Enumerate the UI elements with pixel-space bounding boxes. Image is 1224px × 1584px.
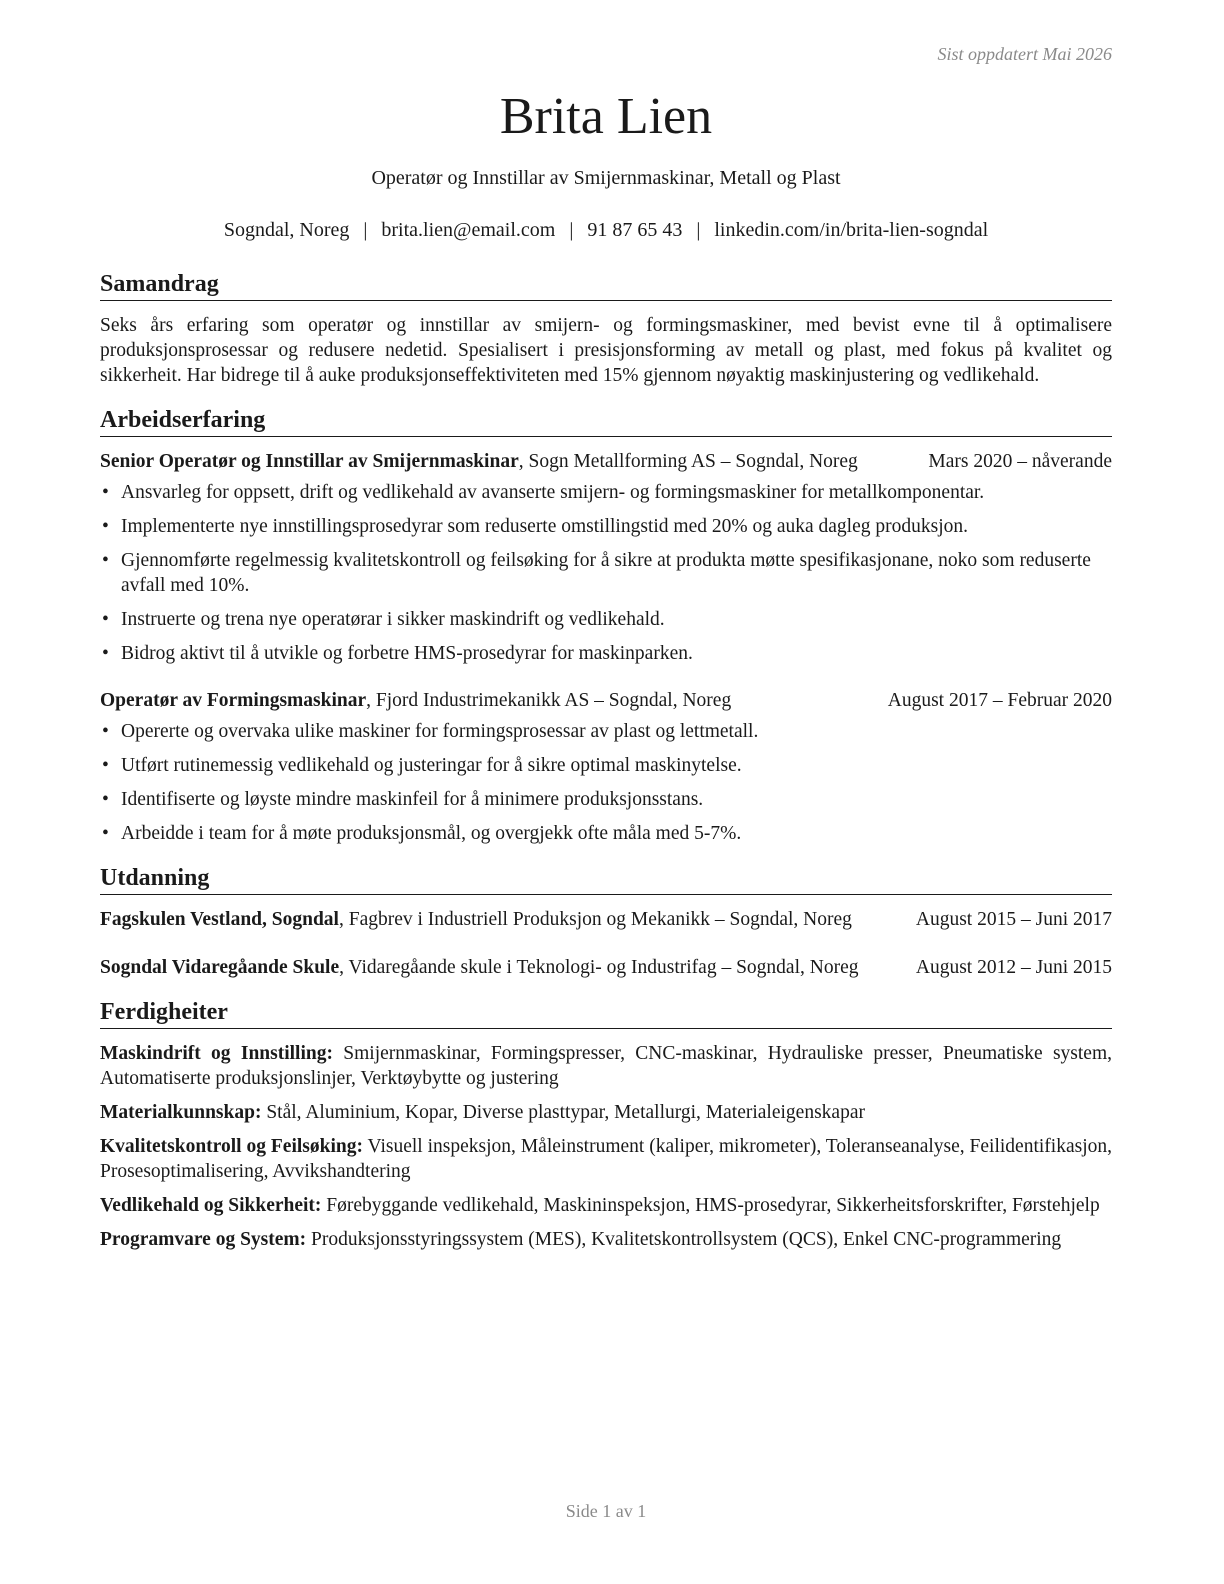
summary-section: [100, 268, 1112, 388]
skill-line: [100, 1227, 1112, 1252]
page-footer: Side 1 av 1: [565, 1501, 647, 1521]
education-school: Sogndal Vidaregåande Skule: [100, 957, 340, 978]
education-entry: [100, 955, 1112, 980]
last-updated: Sist oppdatert Mai 2026: [937, 44, 1112, 64]
summary-heading: Samandrag: [100, 268, 1112, 301]
education-dates: August 2015 – Juni 2017: [915, 909, 1112, 930]
job-bullet: • Arbeidde i team for å møte produksjonsmål, og overgjekk ofte måla med 5-7%.: [100, 821, 1112, 846]
experience-heading: Arbeidserfaring: [100, 404, 1112, 437]
skill-text: Produksjonsstyringssystem (MES), Kvalitetskontrollsystem (QCS), Enkel CNC-programmering: [306, 1229, 1062, 1250]
job-entry: [100, 449, 1112, 666]
job-dates: August 2017 – Februar 2020: [887, 690, 1112, 711]
candidate-title: Operatør og Innstillar av Smijernmaskinar, Metall og Plast: [371, 167, 841, 189]
summary-text: Seks års erfaring som operatør og innstillar av smijern- og formingsmaskiner, med bevist evne til å optimalisere produksjonsprosessar og redusere nedetid. Spesialisert i presisjonsforming av metall og plast, med fokus på kvalitet og sikkerheit. Har bidrege til å auke produksjonseffektiviteten med 15% gjennom nøyaktig maskinjustering og vedlikehald.: [100, 315, 1112, 386]
skill-line: [100, 1193, 1112, 1218]
job-bullet: • Opererte og overvaka ulike maskiner for formingsprosessar av plast og lettmetall.: [100, 719, 1112, 744]
job-header: [100, 688, 1112, 713]
job-dates: Mars 2020 – nåverande: [928, 451, 1112, 472]
skills-section: [100, 996, 1112, 1252]
contact-line: [100, 219, 1112, 242]
skill-text: Stål, Aluminium, Kopar, Diverse plasttypar, Metallurgi, Materialeigenskapar: [261, 1102, 865, 1123]
skill-label: Kvalitetskontroll og Feilsøking:: [100, 1136, 363, 1157]
education-title-line: [100, 955, 916, 980]
skill-text: Visuell inspeksjon, Måleinstrument (kaliper, mikrometer), Toleranseanalyse, Feilidentifikasjon, Prosesoptimalisering, Avvikshandtering: [100, 1136, 1112, 1182]
contact-phone: 91 87 65 43: [587, 219, 683, 241]
resume-content: [100, 268, 1112, 1261]
contact-separator: |: [696, 219, 701, 241]
education-entry: [100, 907, 1112, 932]
skill-line: [100, 1134, 1112, 1184]
skill-line: [100, 1100, 1112, 1125]
job-bullets: [100, 719, 1112, 846]
job-bullet: • Identifiserte og løyste mindre maskinfeil for å minimere produksjonsstans.: [100, 787, 1112, 812]
candidate-name: Brita Lien: [499, 88, 713, 145]
resume-page: [100, 0, 1112, 1584]
skill-text: Smijernmaskinar, Formingspresser, CNC-maskinar, Hydrauliske presser, Pneumatiske system, Automatiserte produksjonslinjer, Verktøybytte og justering: [100, 1043, 1112, 1089]
job-bullet: • Gjennomførte regelmessig kvalitetskontroll og feilsøking for å sikre at produkta møtte spesifikasjonane, noko som reduserte avfall med 10%.: [100, 548, 1112, 598]
job-title-line: [100, 449, 928, 474]
skill-label: Maskindrift og Innstilling:: [100, 1043, 333, 1064]
contact-location: Sogndal, Noreg: [223, 219, 350, 241]
job-company: , Fjord Industrimekanikk AS – Sogndal, Noreg: [366, 690, 732, 711]
education-detail: , Fagbrev i Industriell Produksjon og Mekanikk – Sogndal, Noreg: [338, 909, 852, 930]
education-detail: , Vidaregåande skule i Teknologi- og Industrifag – Sogndal, Noreg: [339, 957, 859, 978]
job-bullet: • Implementerte nye innstillingsprosedyrar som reduserte omstillingstid med 20% og auka dagleg produksjon.: [100, 514, 1112, 539]
job-entry: [100, 688, 1112, 846]
education-dates: August 2012 – Juni 2015: [915, 957, 1112, 978]
education-list: [100, 907, 1112, 980]
job-bullet: • Instruerte og trena nye operatørar i sikker maskindrift og vedlikehald.: [100, 607, 1112, 632]
job-company: , Sogn Metallforming AS – Sogndal, Noreg: [518, 451, 858, 472]
skills-list: [100, 1041, 1112, 1252]
education-school: Fagskulen Vestland, Sogndal: [100, 909, 339, 930]
contact-separator: |: [363, 219, 368, 241]
job-bullets: [100, 480, 1112, 666]
skill-label: Programvare og System:: [100, 1229, 307, 1250]
contact-linkedin[interactable]: linkedin.com/in/brita-lien-sogndal: [714, 219, 989, 241]
education-heading: Utdanning: [100, 862, 1112, 895]
skill-label: Vedlikehald og Sikkerheit:: [100, 1195, 322, 1216]
job-role: Senior Operatør og Innstillar av Smijernmaskinar: [100, 451, 519, 472]
job-header: [100, 449, 1112, 474]
skill-text: Førebyggande vedlikehald, Maskininspeksjon, HMS-prosedyrar, Sikkerheitsforskrifter, Førstehjelp: [321, 1195, 1100, 1216]
job-title-line: [100, 688, 876, 713]
contact-separator: |: [569, 219, 574, 241]
job-role: Operatør av Formingsmaskinar: [100, 690, 367, 711]
job-bullet: • Ansvarleg for oppsett, drift og vedlikehald av avanserte smijern- og formingsmaskiner for metallkomponentar.: [100, 480, 1112, 505]
education-section: [100, 862, 1112, 980]
job-bullet: • Bidrog aktivt til å utvikle og forbetre HMS-prosedyrar for maskinparken.: [100, 641, 1112, 666]
skills-heading: Ferdigheiter: [100, 996, 1112, 1029]
job-bullet: • Utført rutinemessig vedlikehald og justeringar for å sikre optimal maskinytelse.: [100, 753, 1112, 778]
skill-line: [100, 1041, 1112, 1091]
skill-label: Materialkunnskap:: [100, 1102, 262, 1123]
experience-section: [100, 404, 1112, 846]
contact-email[interactable]: brita.lien@email.com: [381, 219, 556, 241]
education-title-line: [100, 907, 916, 932]
